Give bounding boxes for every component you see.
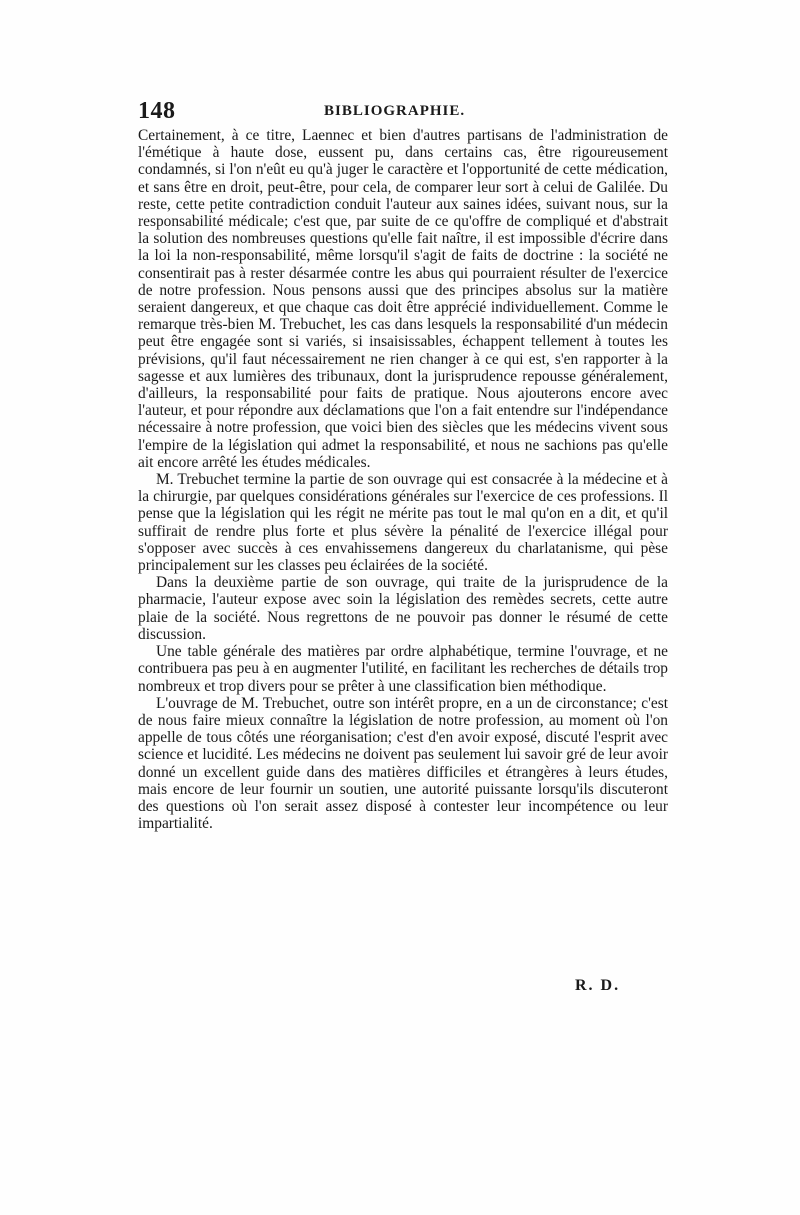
running-head (138, 98, 668, 128)
paragraph: M. Trebuchet termine la partie de son ouvrage qui est consacrée à la médecine et à la chirurgie, par quelques considérations générales sur l'exercice de ces professions. Il pense que la législation qui les régit ne mérite pas tout le mal qu'on en a dit, et qu'il suffirait de rendre plus forte et plus sévère la pénalité de l'exercice illégal pour s'opposer avec succès à ces envahissemens dangereux du charlatanisme, qui pèse principalement sur les classes peu éclairées de la société. (138, 471, 668, 575)
page-number: 148 (138, 98, 176, 124)
paragraph: Une table générale des matières par ordre alphabétique, termine l'ouvrage, et ne contribuera pas peu à en augmenter l'utilité, en facilitant les recherches de détails trop nombreux et trop divers pour se prêter à une classification bien méthodique. (138, 643, 668, 695)
article-body (138, 127, 668, 832)
author-signature: R. D. (575, 977, 621, 994)
paragraph: L'ouvrage de M. Trebuchet, outre son intérêt propre, en a un de circonstance; c'est de nous faire mieux connaître la législation de notre profession, au moment où l'on appelle de tous côtés une réorganisation; c'est d'en avoir exposé, discuté l'esprit avec science et lucidité. Les médecins ne doivent pas seulement lui savoir gré de leur avoir donné un excellent guide dans des matières difficiles et étrangères à leurs études, mais encore de leur fournir un soutien, une autorité puissante lorsqu'ils discuteront des questions où l'on serait assez disposé à contester leur incompétence ou leur impartialité. (138, 694, 668, 833)
paragraph: Dans la deuxième partie de son ouvrage, qui traite de la jurisprudence de la pharmacie, l'auteur expose avec soin la législation des remèdes secrets, cette autre plaie de la société. Nous regrettons de ne pouvoir pas donner le résumé de cette discussion. (138, 574, 668, 643)
running-head-title: BIBLIOGRAPHIE. (324, 103, 466, 119)
paragraph: Certainement, à ce titre, Laennec et bien d'autres partisans de l'administration de l'émétique à haute dose, eussent pu, dans certains cas, être rigoureusement condamnés, si l'on n'eût eu qu'à juger le caractère et l'opportunité de cette médication, et sans être en droit, peut-être, pour cela, de comparer leur sort à celui de Galilée. Du reste, cette petite contradiction conduit l'auteur aux saines idées, suivant nous, sur la responsabilité médicale; c'est que, par suite de ce qu'offre de compliqué et d'abstrait la solution des nombreuses questions qu'elle fait naître, il est impossible d'écrire dans la loi la non-responsabilité, même lorsqu'il s'agit de faits de doctrine : la société ne consentirait pas à rester désarmée contre les abus qui pourraient résulter de l'exercice de notre profession. Nous pensons aussi que des principes absolus sur la matière seraient dangereux, et que chaque cas doit être apprécié individuellement. Comme le remarque très-bien M. Trebuchet, les cas dans lesquels la responsabilité d'un médecin peut être engagée sont si variés, si insaisissables, échappent tellement à toutes les prévisions, qu'il faut nécessairement ne rien changer à ce qui est, s'en rapporter à la sagesse et aux lumières des tribunaux, dont la jurisprudence repousse généralement, d'ailleurs, la responsabilité pour faits de pratique. Nous ajouterons encore avec l'auteur, et pour répondre aux déclamations que l'on a fait entendre sur l'indépendance nécessaire à notre profession, que voici bien des siècles que les médecins vivent sous l'empire de la législation qui admet la responsabilité, et nous ne sachions pas qu'elle ait encore arrêté les études médicales. (138, 127, 668, 471)
